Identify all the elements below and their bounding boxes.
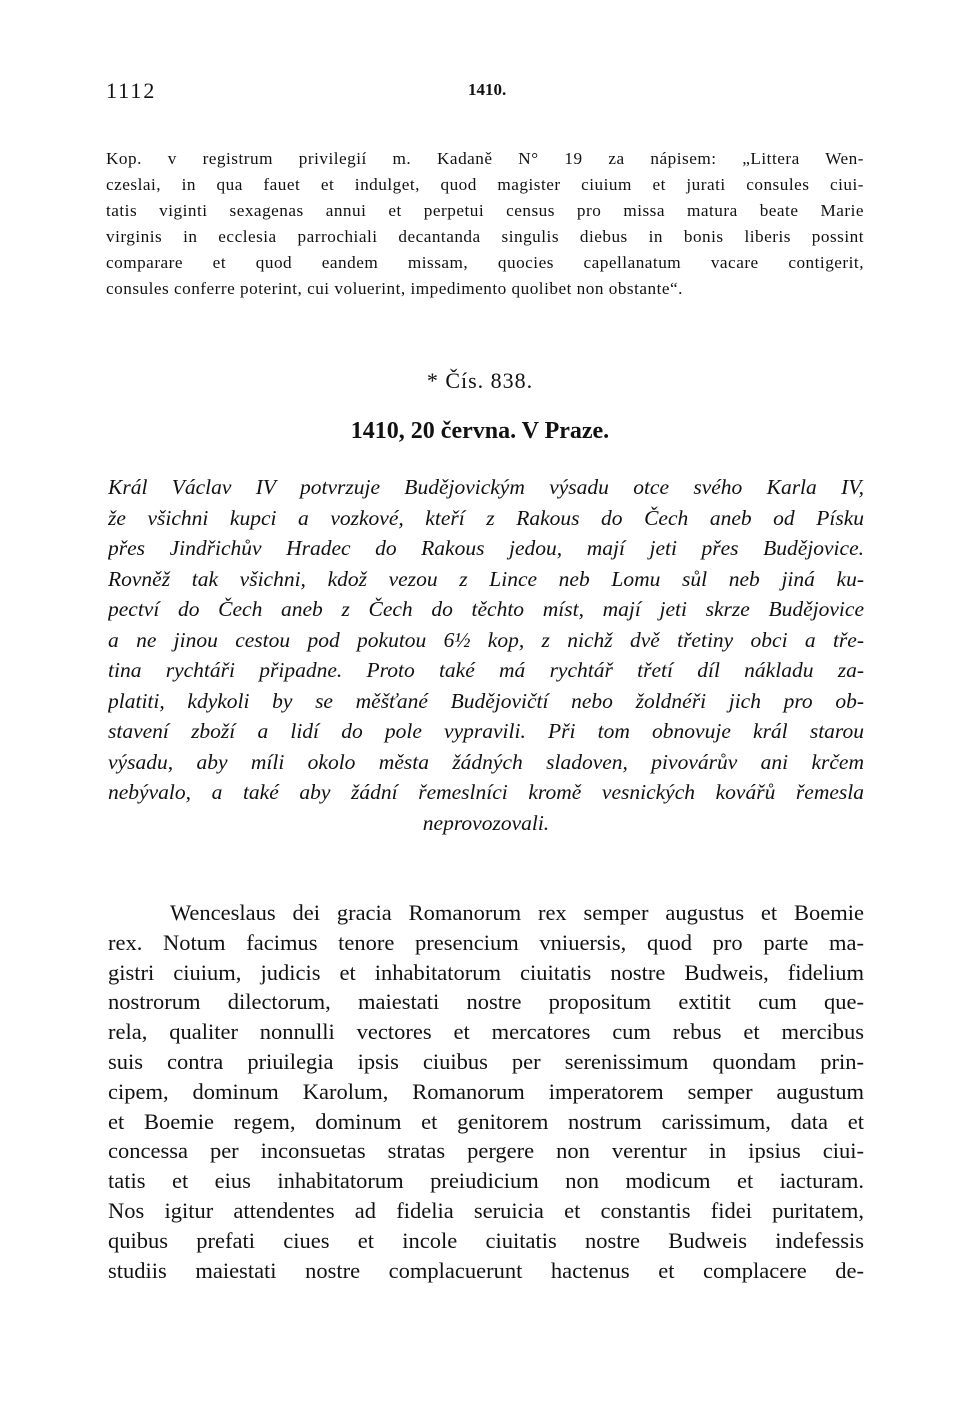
note-line: Kop. v registrum privilegií m. Kadaně N° 19 za nápisem: „Littera Wen- — [106, 149, 864, 168]
running-header-year: 1410. — [468, 80, 507, 99]
page-number: 1112 — [106, 78, 157, 103]
charter-line: nostrorum dilectorum, maiestati nostre propositum extitit cum que- — [108, 989, 864, 1015]
note-line: comparare et quod eandem missam, quocies capellanatum vacare contigerit, — [106, 253, 864, 272]
note-line: tatis viginti sexagenas annui et perpetui census pro missa matura beate Marie — [106, 201, 864, 220]
charter-line: rela, qualiter nonnulli vectores et mercatores cum rebus et mercibus — [108, 1019, 864, 1045]
regest-line: tina rychtáři připadne. Proto také má rychtář třetí díl nákladu za- — [108, 658, 864, 682]
charter-line: rex. Notum facimus tenore presencium vniuersis, quod pro parte ma- — [108, 929, 864, 955]
regest-line: přes Jindřichův Hradec do Rakous jedou, mají jeti přes Budějovice. — [108, 536, 864, 560]
regest-line: že všichni kupci a vozkové, kteří z Rakous do Čech aneb od Písku — [108, 505, 864, 530]
charter-line: gistri ciuium, judicis et inhabitatorum ciuitatis nostre Budweis, fidelium — [108, 959, 864, 985]
source-note — [106, 146, 864, 302]
regest-line: nebývalo, a také aby žádní řemeslníci kromě vesnických kovářů řemesla — [108, 780, 864, 804]
page-header — [106, 78, 866, 108]
regest-line: stavení zboží a lidí do pole vypravili. Při tom obnovuje král starou — [108, 719, 864, 743]
note-line: czeslai, in qua fauet et indulget, quod magister ciuium et jurati consules ciui- — [106, 175, 864, 194]
regest-line: platiti, kdykoli by se měšťané Budějovičtí nebo žoldnéři jich pro ob- — [108, 688, 864, 713]
charter-text — [108, 898, 864, 1285]
regest-summary — [108, 472, 864, 838]
charter-line: suis contra priuilegia ipsis ciuibus per serenissimum quondam prin- — [108, 1048, 864, 1074]
regest-line: neprovozovali. — [422, 810, 550, 835]
note-line: consules conferre poterint, cui voluerint, impedimento quolibet non obstante“. — [106, 279, 683, 298]
regest-line: Rovněž tak všichni, kdož vezou z Lince neb Lomu sůl neb jiná ku- — [108, 566, 864, 591]
regest-line: Král Václav IV potvrzuje Budějovickým výsadu otce svého Karla IV, — [108, 475, 864, 499]
regest-line: výsadu, aby míli okolo města žádných sladoven, pivovárův ani krčem — [108, 749, 864, 774]
charter-line: quibus prefati ciues et incole ciuitatis nostre Budweis indefessis — [108, 1227, 864, 1253]
document-date-place: 1410, 20 června. V Praze. — [350, 418, 610, 444]
charter-line: cipem, dominum Karolum, Romanorum imperatorem semper augustum — [108, 1078, 864, 1104]
charter-line: Nos igitur attendentes ad fidelia seruicia et constantis fidei puritatem, — [108, 1197, 864, 1223]
charter-line: tatis et eius inhabitatorum preiudicium non modicum et iacturam. — [108, 1168, 864, 1194]
charter-line: Wenceslaus dei gracia Romanorum rex semper augustus et Boemie — [170, 900, 864, 925]
charter-line: concessa per inconsuetas stratas pergere non verentur in ipsius ciui- — [108, 1138, 864, 1164]
charter-line: studiis maiestati nostre complacuerunt hactenus et complacere de- — [108, 1257, 864, 1283]
note-line: virginis in ecclesia parrochiali decantanda singulis diebus in bonis liberis possint — [106, 227, 864, 246]
regest-line: a ne jinou cestou pod pokutou 6½ kop, z nichž dvě třetiny obci a tře- — [108, 627, 864, 652]
regest-line: pectví do Čech aneb z Čech do těchto míst, mají jeti skrze Budějovice — [108, 597, 864, 621]
charter-line: et Boemie regem, dominum et genitorem nostrum carissimum, data et — [108, 1108, 864, 1134]
document-number: * Čís. 838. — [426, 368, 534, 393]
